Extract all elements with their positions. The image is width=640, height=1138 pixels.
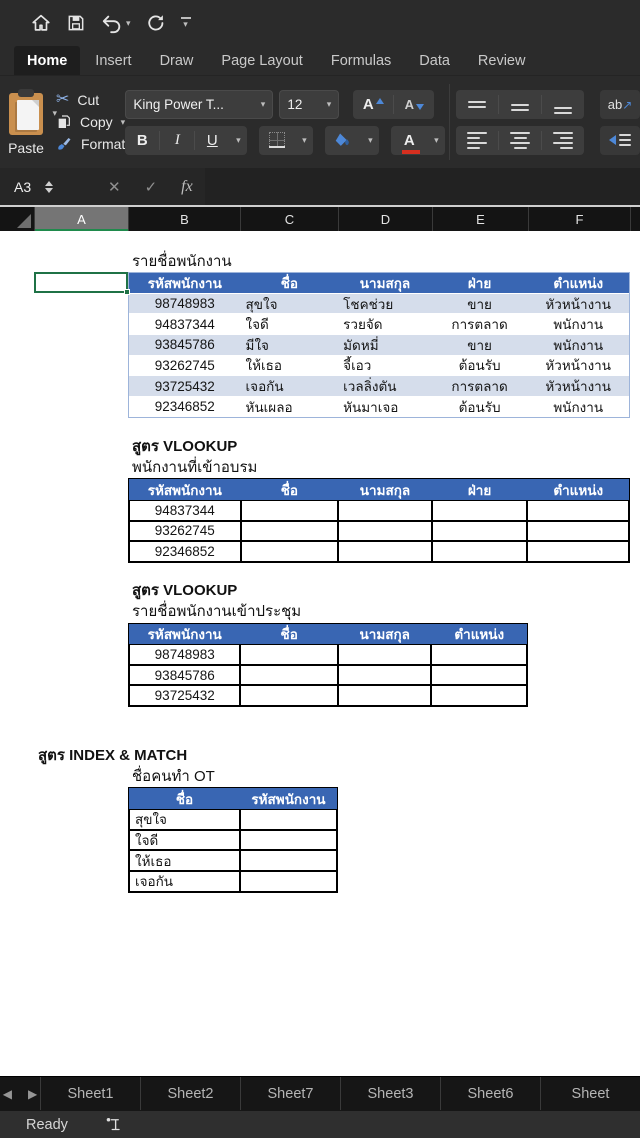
cell[interactable]: โชคช่วย [338, 294, 432, 315]
undo-caret-icon[interactable]: ▾ [126, 17, 131, 28]
cell[interactable]: 93725432 [129, 685, 240, 706]
font-size-select[interactable] [279, 90, 339, 119]
font-color-button[interactable] [391, 126, 427, 155]
cut-button[interactable] [56, 92, 125, 108]
table-header-cell[interactable]: ฝ่าย [432, 479, 528, 500]
font-name-caret-icon: ▾ [260, 98, 266, 109]
cell[interactable] [431, 665, 527, 686]
align-top-button[interactable] [456, 90, 498, 119]
ribbon-tab-draw[interactable]: Draw [159, 52, 194, 69]
orientation-button[interactable] [600, 90, 640, 119]
cell[interactable]: หันมาเจอ [338, 397, 432, 418]
paste-caret-icon[interactable]: ▾ [52, 107, 57, 118]
cell[interactable]: จี้เอว [338, 356, 432, 377]
format-painter-button[interactable] [56, 136, 125, 152]
save-icon[interactable] [66, 13, 86, 33]
cell[interactable]: ขาย [432, 335, 528, 356]
customize-icon[interactable]: ▾ [181, 17, 191, 29]
fill-handle[interactable] [124, 289, 130, 295]
cell[interactable]: หัวหน้างาน [527, 294, 629, 315]
cell[interactable]: เจอกัน [129, 871, 240, 892]
font-name-select[interactable] [125, 90, 273, 119]
cell[interactable]: ให้เธอ [129, 850, 240, 871]
copy-label: Copy [79, 114, 113, 130]
align-middle-button[interactable] [499, 90, 541, 119]
cell[interactable]: 92346852 [129, 541, 241, 562]
column-header-d[interactable]: D [338, 207, 432, 231]
name-box-spinner[interactable] [45, 181, 53, 193]
cell[interactable]: 93262745 [129, 356, 241, 377]
font-color-caret-icon[interactable]: ▾ [434, 134, 439, 145]
cell[interactable]: 94837344 [129, 500, 241, 521]
cell[interactable]: 94837344 [129, 314, 241, 335]
table-header-cell[interactable]: ชื่อ [129, 788, 240, 809]
ribbon-tab-data[interactable]: Data [419, 52, 450, 69]
cell[interactable] [240, 644, 338, 665]
table-header-cell[interactable]: รหัสพนักงาน [129, 479, 241, 500]
cell[interactable] [432, 541, 528, 562]
next-sheet-icon[interactable]: ▶ [28, 1086, 38, 1101]
cell[interactable] [338, 685, 432, 706]
paste-label[interactable]: Paste [8, 139, 44, 156]
cell-label[interactable]: สูตร VLOOKUP [132, 438, 238, 456]
cell[interactable] [431, 685, 527, 706]
alignment-group [454, 76, 640, 168]
cell[interactable]: ต้อนรับ [432, 356, 528, 377]
cell-label[interactable]: สูตร INDEX & MATCH [38, 747, 188, 765]
ribbon-tab-page-layout[interactable]: Page Layout [221, 52, 303, 69]
cell[interactable]: 93262745 [129, 521, 241, 542]
font-color-icon: A [404, 133, 415, 148]
select-all-corner[interactable] [0, 207, 34, 231]
column-header-b[interactable]: B [128, 207, 240, 231]
ribbon-tab-review[interactable]: Review [477, 52, 526, 69]
table-header-cell[interactable]: นามสกุล [338, 273, 432, 294]
ribbon-tab-bar [0, 46, 640, 76]
cell[interactable]: ขาย [432, 294, 528, 315]
cell[interactable] [432, 521, 528, 542]
cell[interactable]: สุขใจ [129, 809, 240, 830]
cell[interactable] [240, 685, 338, 706]
column-header-c[interactable]: C [240, 207, 338, 231]
selected-cell-a3[interactable] [34, 272, 128, 293]
copy-caret-icon[interactable]: ▾ [120, 116, 126, 127]
cell-label[interactable]: รายชื่อพนักงานเข้าประชุม [132, 602, 302, 620]
table-header-cell[interactable]: ชื่อ [241, 273, 339, 294]
home-icon[interactable] [30, 12, 52, 34]
ribbon-tab-insert[interactable]: Insert [95, 52, 132, 69]
table-header-cell[interactable]: รหัสพนักงาน [240, 788, 337, 809]
cell[interactable]: พนักงาน [527, 314, 629, 335]
cell-label[interactable]: ชื่อคนทำ OT [132, 767, 215, 785]
cell[interactable] [527, 541, 629, 562]
copy-button[interactable] [56, 114, 125, 130]
cell[interactable]: 98748983 [129, 294, 241, 315]
align-center-button[interactable] [499, 126, 541, 155]
cell[interactable] [240, 871, 337, 892]
cell[interactable]: หัวหน้างาน [527, 376, 629, 397]
align-right-button[interactable] [542, 126, 584, 155]
table-header-cell[interactable]: ฝ่าย [432, 273, 528, 294]
cell[interactable] [338, 541, 432, 562]
font-group [125, 76, 445, 168]
cell[interactable] [240, 850, 337, 871]
sheet-tab-sheet3[interactable]: Sheet3 [340, 1077, 440, 1110]
cell[interactable]: มีใจ [241, 335, 339, 356]
table-vlookup-training [128, 478, 630, 562]
cell[interactable]: ต้อนรับ [432, 397, 528, 418]
underline-caret-icon[interactable]: ▾ [236, 134, 241, 145]
fill-color-button[interactable] [325, 126, 361, 155]
table-vlookup-meeting [128, 623, 528, 707]
cell[interactable] [241, 500, 339, 521]
paste-group [0, 76, 57, 168]
cell[interactable] [338, 521, 432, 542]
italic-button[interactable]: I [174, 131, 180, 148]
spreadsheet [0, 205, 640, 1076]
cell[interactable]: เจอกัน [241, 376, 339, 397]
cell[interactable] [241, 521, 339, 542]
table-header-cell[interactable]: นามสกุล [338, 479, 432, 500]
cell[interactable] [527, 500, 629, 521]
cell[interactable]: สุขใจ [241, 294, 339, 315]
cell[interactable]: พนักงาน [527, 335, 629, 356]
column-header-f[interactable]: F [528, 207, 630, 231]
table-header-cell[interactable]: รหัสพนักงาน [129, 624, 240, 645]
undo-icon[interactable] [100, 12, 131, 34]
ribbon-tab-formulas[interactable]: Formulas [330, 52, 392, 69]
enter-icon[interactable]: ✓ [144, 178, 158, 196]
cell[interactable]: 93845786 [129, 335, 241, 356]
cell[interactable]: 92346852 [129, 397, 241, 418]
cell[interactable] [527, 521, 629, 542]
cancel-icon[interactable]: ✕ [108, 178, 121, 196]
table-header-cell[interactable]: ชื่อ [241, 479, 339, 500]
name-box[interactable] [0, 179, 96, 195]
cell-label[interactable]: รายชื่อพนักงาน [132, 252, 232, 270]
clipboard-group [52, 76, 125, 168]
paste-button[interactable] [9, 93, 43, 135]
cell[interactable]: 98748983 [129, 644, 240, 665]
column-header-g[interactable] [630, 207, 640, 231]
font-size-caret-icon: ▾ [326, 98, 332, 109]
cell[interactable]: การตลาด [432, 376, 528, 397]
font-name-value: King Power T... [133, 96, 224, 112]
cell[interactable] [241, 541, 339, 562]
format-label: Format [80, 136, 126, 152]
cell[interactable]: รวยจัด [338, 314, 432, 335]
cell-label[interactable]: สูตร VLOOKUP [132, 582, 238, 600]
cell[interactable]: หัวหน้างาน [527, 356, 629, 377]
table-header-cell[interactable]: รหัสพนักงาน [129, 273, 241, 294]
paintbrush-icon [56, 136, 73, 152]
cell[interactable]: ใจดี [129, 830, 240, 851]
column-headers [0, 207, 640, 231]
cell[interactable] [240, 830, 337, 851]
status-bar [0, 1110, 640, 1138]
shrink-font-button[interactable]: A [394, 90, 434, 119]
sheet-tab-sheet[interactable]: Sheet [540, 1077, 640, 1110]
table-header-cell[interactable]: ชื่อ [240, 624, 338, 645]
cell[interactable]: เวลลิ่งตัน [338, 376, 432, 397]
insert-function-icon[interactable]: fx [181, 177, 193, 195]
cell[interactable] [240, 665, 338, 686]
align-left-button[interactable] [456, 126, 498, 155]
redo-icon[interactable] [145, 12, 167, 34]
font-size-value: 12 [287, 96, 303, 112]
paint-bucket-icon [334, 132, 352, 148]
table-header-cell[interactable]: ตำแหน่ง [431, 624, 527, 645]
column-header-a[interactable]: A [34, 207, 128, 231]
formula-bar [0, 168, 640, 205]
cell[interactable] [431, 644, 527, 665]
cell[interactable] [338, 644, 432, 665]
table-header-cell[interactable]: นามสกุล [338, 624, 432, 645]
cell-label[interactable]: พนักงานที่เข้าอบรม [132, 458, 258, 476]
borders-icon [269, 132, 285, 148]
grow-font-button[interactable]: A [353, 90, 393, 119]
ribbon-tab-home[interactable]: Home [14, 46, 80, 75]
cell[interactable]: พนักงาน [527, 397, 629, 418]
table-employee-list [128, 272, 630, 418]
sheet-tab-sheet2[interactable]: Sheet2 [140, 1077, 240, 1110]
prev-sheet-icon[interactable]: ◀ [2, 1086, 12, 1101]
cell[interactable] [432, 500, 528, 521]
cell[interactable] [338, 665, 432, 686]
sheet-tab-sheet1[interactable]: Sheet1 [40, 1077, 140, 1110]
cell[interactable]: หันเผลอ [241, 397, 339, 418]
table-header-cell[interactable]: ตำแหน่ง [527, 479, 629, 500]
cell[interactable] [240, 809, 337, 830]
indent-icon [609, 134, 631, 146]
scissors-icon: ✂ [55, 91, 70, 108]
status-ready-label: Ready [26, 1116, 68, 1133]
cell-grid[interactable] [0, 231, 640, 1076]
status-icon[interactable] [104, 1116, 122, 1134]
cell[interactable]: การตลาด [432, 314, 528, 335]
decrease-indent-button[interactable] [600, 126, 640, 155]
cut-label: Cut [77, 92, 100, 108]
borders-caret-icon[interactable]: ▾ [302, 134, 307, 145]
cell[interactable]: ให้เธอ [241, 356, 339, 377]
sheet-tab-sheet6[interactable]: Sheet6 [440, 1077, 540, 1110]
column-header-e[interactable]: E [432, 207, 528, 231]
fill-color-caret-icon[interactable]: ▾ [368, 134, 373, 145]
table-header-cell[interactable]: ตำแหน่ง [527, 273, 629, 294]
sheet-tab-sheet7[interactable]: Sheet7 [240, 1077, 340, 1110]
align-bottom-button[interactable] [542, 90, 584, 119]
cell[interactable]: 93725432 [129, 376, 241, 397]
table-index-match-ot [128, 787, 338, 892]
sheet-tab-bar [0, 1076, 640, 1110]
underline-button[interactable]: U [206, 131, 218, 149]
cell[interactable]: มัดหมี่ [338, 335, 432, 356]
text-rotation-icon: ab↗ [607, 96, 633, 112]
borders-button[interactable] [259, 126, 295, 155]
copy-icon [56, 114, 72, 130]
cell[interactable]: 93845786 [129, 665, 240, 686]
cell[interactable]: ใจดี [241, 314, 339, 335]
ribbon [0, 76, 640, 168]
quick-access-toolbar [0, 0, 640, 46]
formula-input[interactable] [205, 168, 640, 205]
name-box-value: A3 [14, 178, 32, 195]
cell[interactable] [338, 500, 432, 521]
bold-button[interactable]: B [136, 131, 148, 149]
